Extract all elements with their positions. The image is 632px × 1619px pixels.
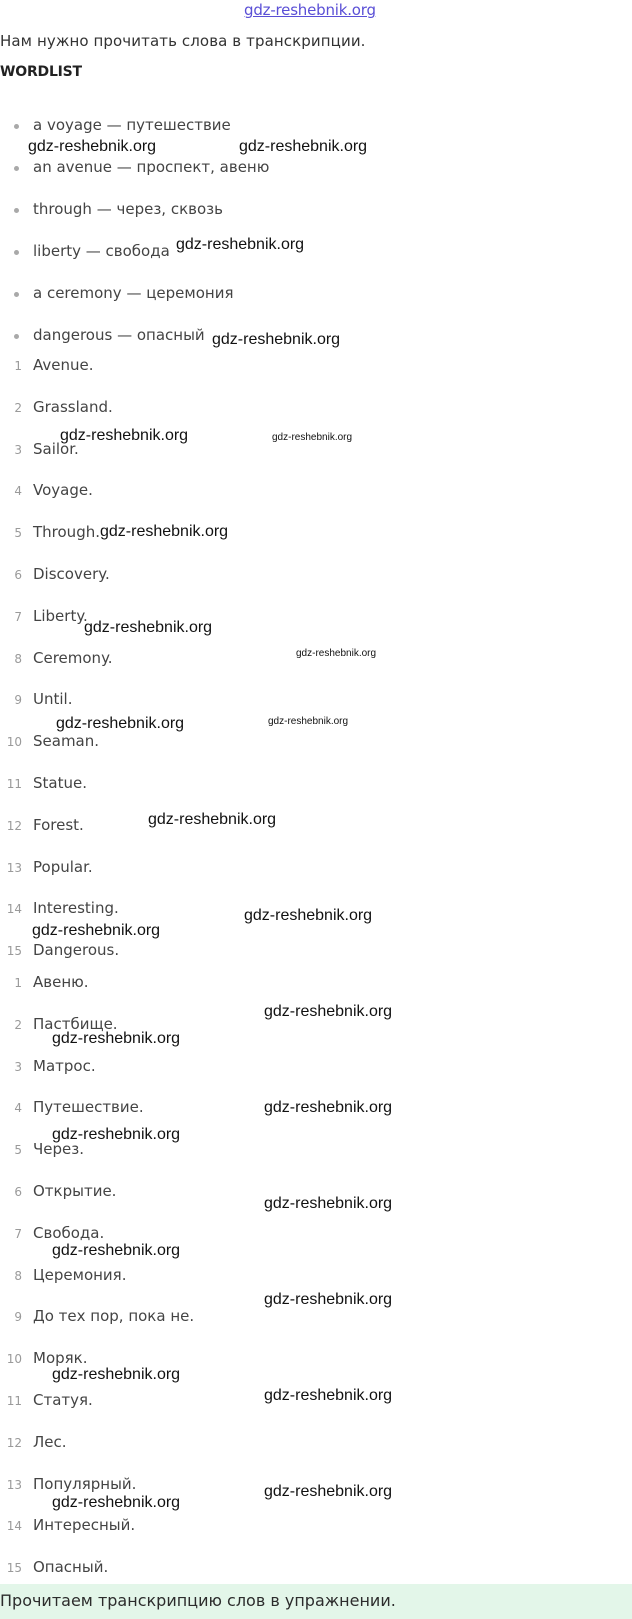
list-item: [0, 815, 600, 857]
watermark: gdz-reshebnik.org: [264, 1003, 393, 1020]
item-text: Through.: [33, 523, 100, 542]
list-item: [0, 1306, 600, 1348]
bottom-note-bar: [0, 1584, 632, 1619]
item-number: 15: [6, 944, 22, 959]
item-number: 10: [6, 1352, 22, 1367]
item-number: 5: [14, 526, 22, 541]
item-number: 6: [14, 567, 22, 582]
item-text: Sailor.: [33, 439, 79, 458]
item-number: 3: [14, 1059, 22, 1074]
item-text: Статуя.: [33, 1390, 93, 1409]
item-text: Авеню.: [33, 973, 89, 991]
item-number: 10: [6, 735, 22, 750]
list-item: [0, 480, 600, 522]
item-number: 12: [6, 818, 22, 833]
item-text: Ceremony.: [33, 648, 113, 667]
site-header-link[interactable]: gdz-reshebnik.org: [244, 1, 376, 19]
watermark: gdz-reshebnik.org: [56, 715, 185, 732]
watermark: gdz-reshebnik.org: [244, 907, 373, 924]
watermark: gdz-reshebnik.org: [176, 236, 305, 253]
list-item: [0, 283, 600, 325]
watermark: gdz-reshebnik.org: [60, 427, 189, 444]
item-number: 11: [6, 776, 22, 791]
item-text: Forest.: [33, 815, 84, 834]
watermark: gdz-reshebnik.org: [296, 648, 377, 659]
item-text: Открытие.: [33, 1181, 117, 1200]
watermark: gdz-reshebnik.org: [52, 1126, 181, 1143]
list-item: [0, 157, 600, 199]
english-word-list: [0, 355, 600, 982]
item-text: Церемония.: [33, 1265, 127, 1284]
list-item: [0, 355, 600, 397]
watermark: gdz-reshebnik.org: [239, 138, 368, 155]
item-text: Voyage.: [33, 481, 93, 500]
wordlist-entry: liberty — свобода: [33, 242, 170, 260]
item-text: Моряк.: [33, 1349, 88, 1368]
item-text: Пастбище.: [33, 1014, 118, 1033]
item-text: Свобода.: [33, 1223, 105, 1242]
watermark: gdz-reshebnik.org: [52, 1242, 181, 1259]
watermark: gdz-reshebnik.org: [264, 1483, 393, 1500]
watermark: gdz-reshebnik.org: [32, 922, 161, 939]
item-number: 15: [6, 1561, 22, 1576]
list-item: [0, 857, 600, 899]
item-number: 1: [14, 976, 22, 990]
watermark: gdz-reshebnik.org: [84, 619, 213, 636]
site-header: [0, 0, 632, 26]
item-text: Avenue.: [33, 356, 94, 374]
list-item: [0, 731, 600, 773]
item-text: Grassland.: [33, 397, 113, 416]
list-item: [0, 1139, 600, 1181]
wordlist-heading: WORDLIST: [0, 64, 82, 80]
wordlist-entry: a voyage — путешествие: [33, 116, 231, 134]
item-number: 1: [14, 359, 22, 373]
item-number: 14: [6, 1519, 22, 1534]
item-text: Seaman.: [33, 732, 100, 751]
bullet-icon: [14, 124, 19, 129]
item-number: 3: [14, 442, 22, 457]
item-number: 7: [14, 1226, 22, 1241]
watermark: gdz-reshebnik.org: [52, 1494, 181, 1511]
item-text: Discovery.: [33, 564, 110, 583]
list-item: [0, 199, 600, 241]
wordlist-entry: dangerous — опасный: [33, 326, 205, 344]
item-number: 14: [6, 902, 22, 917]
item-text: Interesting.: [33, 899, 119, 918]
item-number: 8: [14, 1268, 22, 1283]
list-item: [0, 522, 600, 564]
item-number: 4: [14, 1101, 22, 1116]
watermark: gdz-reshebnik.org: [272, 432, 353, 443]
item-text: Матрос.: [33, 1056, 96, 1075]
item-text: Лес.: [33, 1432, 67, 1451]
list-item: [0, 1515, 600, 1557]
item-text: Until.: [33, 690, 73, 709]
item-text: Популярный.: [33, 1474, 137, 1493]
list-item: [0, 1056, 600, 1098]
item-number: 12: [6, 1435, 22, 1450]
watermark: gdz-reshebnik.org: [212, 331, 341, 348]
watermark: gdz-reshebnik.org: [100, 523, 229, 540]
watermark: gdz-reshebnik.org: [264, 1099, 393, 1116]
item-number: 2: [14, 1017, 22, 1032]
item-number: 6: [14, 1184, 22, 1199]
bullet-icon: [14, 208, 19, 213]
watermark: gdz-reshebnik.org: [148, 811, 277, 828]
item-number: 9: [14, 693, 22, 708]
watermark: gdz-reshebnik.org: [264, 1291, 393, 1308]
item-number: 4: [14, 484, 22, 499]
item-text: Интересный.: [33, 1516, 136, 1535]
wordlist-entry: a ceremony — церемония: [33, 284, 234, 302]
item-number: 9: [14, 1310, 22, 1325]
item-number: 7: [14, 609, 22, 624]
item-text: Liberty.: [33, 606, 88, 625]
wordlist-entry: an avenue — проспект, авеню: [33, 158, 270, 176]
bullet-icon: [14, 292, 19, 297]
intro-text: Нам нужно прочитать слова в транскрипции.: [0, 32, 366, 50]
bullet-icon: [14, 250, 19, 255]
item-text: Опасный.: [33, 1558, 109, 1577]
item-text: Dangerous.: [33, 941, 120, 960]
item-number: 2: [14, 400, 22, 415]
item-text: Через.: [33, 1140, 85, 1159]
watermark: gdz-reshebnik.org: [264, 1387, 393, 1404]
watermark: gdz-reshebnik.org: [264, 1195, 393, 1212]
item-text: Путешествие.: [33, 1098, 144, 1117]
item-number: 11: [6, 1393, 22, 1408]
item-number: 13: [6, 860, 22, 875]
item-number: 13: [6, 1477, 22, 1492]
bullet-icon: [14, 166, 19, 171]
wordlist-entry: through — через, сквозь: [33, 200, 223, 218]
list-item: [0, 1432, 600, 1474]
watermark: gdz-reshebnik.org: [52, 1366, 181, 1383]
list-item: [0, 564, 600, 606]
bullet-icon: [14, 334, 19, 339]
item-text: До тех пор, пока не.: [33, 1307, 195, 1326]
watermark: gdz-reshebnik.org: [268, 716, 349, 727]
bottom-note-text: Прочитаем транскрипцию слов в упражнении.: [0, 1591, 396, 1610]
watermark: gdz-reshebnik.org: [28, 138, 157, 155]
item-text: Statue.: [33, 773, 87, 792]
watermark: gdz-reshebnik.org: [52, 1030, 181, 1047]
item-number: 8: [14, 651, 22, 666]
list-item: [0, 773, 600, 815]
item-number: 5: [14, 1143, 22, 1158]
item-text: Popular.: [33, 857, 93, 876]
